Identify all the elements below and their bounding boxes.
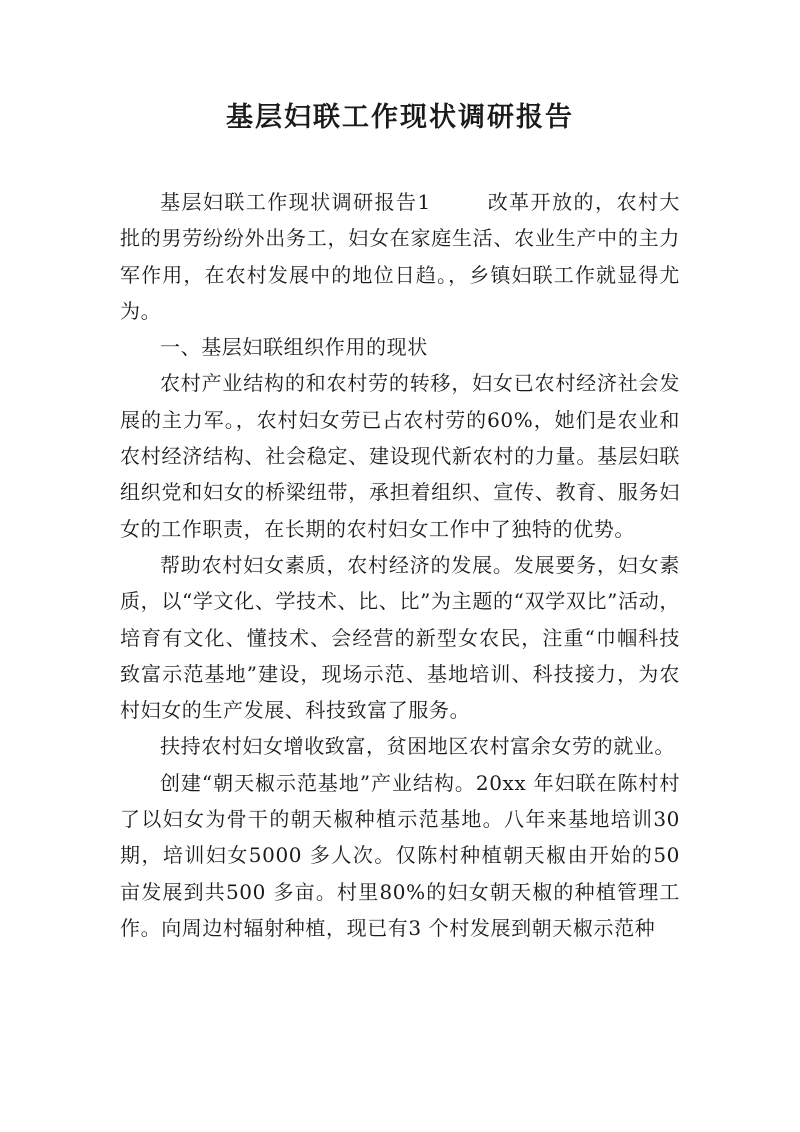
body-paragraph-1: 农村产业结构的和农村劳的转移，妇女已农村经济社会发展的主力军。，农村妇女劳已占农村劳的60%，她们是农业和农村经济结构、社会稳定、建设现代新农村的力量。基层妇联组织党和妇女的桥梁纽带，承担着组织、宣传、教育、服务妇女的工作职责，在长期的农村妇女工作中了独特的优势。 [120, 371, 680, 541]
body-paragraph-2: 帮助农村妇女素质，农村经济的发展。发展要务，妇女素质，以“学文化、学技术、比、比”为主题的“双学双比”活动，培育有文化、懂技术、会经营的新型女农民，注重“巾帼科技致富示范基地”建设，现场示范、基地培训、科技接力，为农村妇女的生产发展、科技致富了服务。 [120, 552, 680, 723]
document-body [120, 184, 680, 946]
intro-lead: 基层妇联工作现状调研报告1 [160, 190, 431, 214]
body-paragraph-4: 创建“朝天椒示范基地”产业结构。20xx 年妇联在陈村村了以妇女为骨干的朝天椒种植示范基地。八年来基地培训30 期，培训妇女5000 多人次。仅陈村种植朝天椒由开始的50 亩发展到共500 多亩。村里80%的妇女朝天椒的种植管理工作。向周边村辐射种植，现已有3 个村发展到朝天椒示范种 [120, 770, 680, 940]
document-title: 基层妇联工作现状调研报告 [226, 102, 574, 133]
body-paragraph-3: 扶持农村妇女增收致富，贫困地区农村富余女劳的就业。 [160, 734, 675, 759]
section-heading: 一、基层妇联组织作用的现状 [160, 335, 428, 360]
intro-paragraph [120, 184, 680, 329]
intro-text: 改革开放的，农村大批的男劳纷纷外出务工，妇女在家庭生活、农业生产中的主力军作用，在农村发展中的地位日趋。，乡镇妇联工作就显得尤为。 [120, 190, 681, 323]
